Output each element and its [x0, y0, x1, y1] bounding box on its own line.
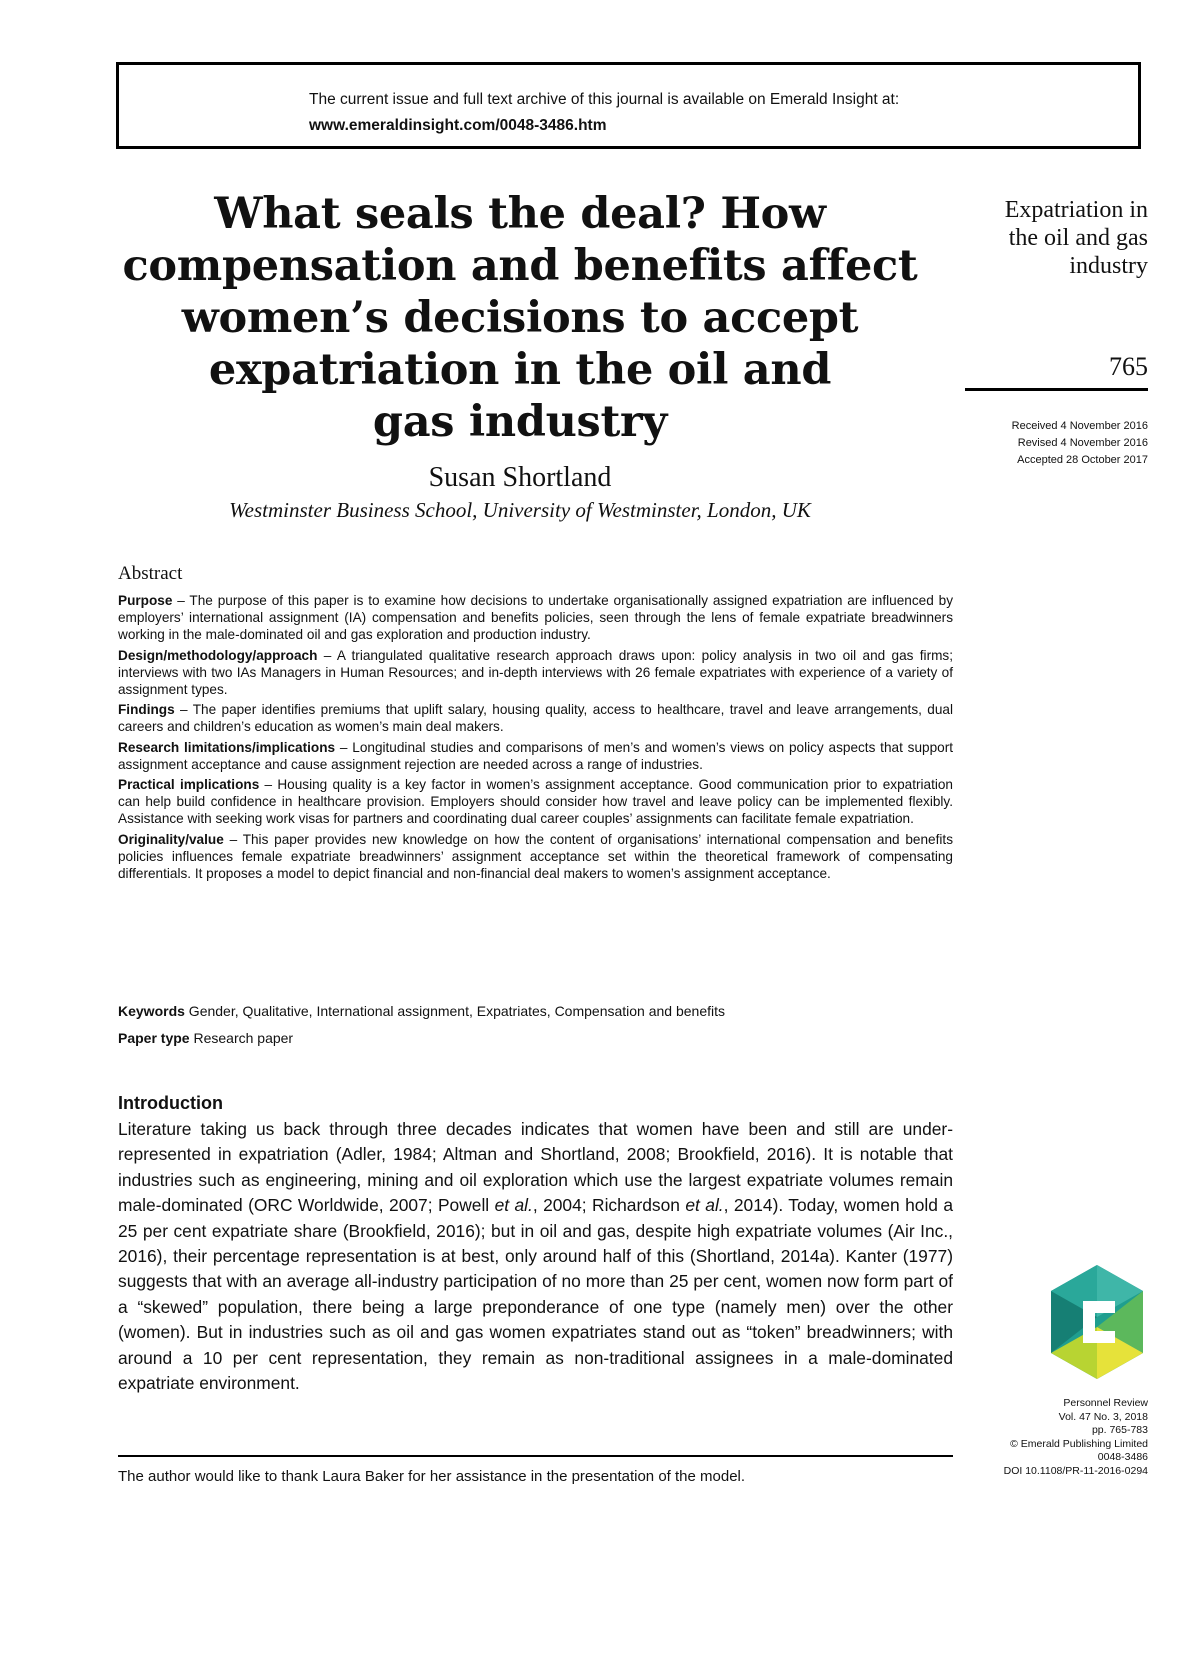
paper-type [118, 1030, 953, 1046]
intro-etal: et al. [494, 1195, 533, 1216]
section-text: – The paper identifies premiums that uplift salary, housing quality, access to healthcare, travel and leave arrangements, dual careers and children’s education as women’s main deal makers. [118, 702, 953, 735]
section-label: Findings [118, 702, 175, 718]
running-head-line: the oil and gas [1008, 225, 1148, 251]
section-label: Research limitations/implications [118, 739, 336, 755]
paper-type-text: Research paper [189, 1030, 294, 1046]
section-text: – A triangulated qualitative research approach draws upon: policy analysis in two oil and gas firms; interviews with two IAs Managers in Human Resources; and in-depth interviews with 26 female expatriates with experience of a variety of assignment types. [118, 647, 953, 698]
intro-etal: et al. [685, 1195, 724, 1216]
footnote-rule [118, 1455, 953, 1457]
abstract-practical [118, 776, 953, 828]
section-label: Design/methodology/approach [118, 647, 318, 663]
banner-line: The current issue and full text archive of this journal is available on Emerald Insight at: [309, 91, 900, 108]
journal-issn: 0048-3486 [1097, 1451, 1148, 1464]
journal-copyright: © Emerald Publishing Limited [1010, 1437, 1148, 1450]
title-line: compensation and benefits affect [122, 241, 918, 291]
title-line: What seals the deal? How [214, 189, 826, 239]
acknowledgement-footnote: The author would like to thank Laura Baker for her assistance in the presentation of the model. [118, 1468, 746, 1485]
introduction-paragraph [118, 1117, 953, 1396]
journal-url-link[interactable]: www.emeraldinsight.com/0048-3486.htm [309, 117, 607, 134]
journal-volume: Vol. 47 No. 3, 2018 [1058, 1410, 1148, 1423]
journal-citation-info [1004, 1397, 1148, 1479]
intro-text: , 2014). Today, women hold a 25 per cent expatriate share (Brookfield, 2016); but in oil and gas, despite high expatriate volumes (Air Inc., 2016), their percentage representation is at best, only around half of this (Shortland, 2014a). Kanter (1977) suggests that with an average all-industry participation of no more than 25 per cent, women now form part of a “skewed” population, there being a large preponderance of one type (namely men) over the other (women). But in industries such as oil and gas women expatriates stand out as “token” breadwinners; with around a 10 per cent representation, they remain as non-traditional assignees in a male-dominated expatriate environment. [118, 1195, 954, 1394]
section-text: – The purpose of this paper is to examine how decisions to undertake organisationally assigned expatriation are influenced by employers’ international assignment (IA) compensation and benefits policies, seen through the lens of female expatriate breadwinners working in the male-dominated oil and gas exploration and production industry. [118, 593, 953, 643]
submission-dates [1012, 418, 1148, 469]
keywords-text: Gender, Qualitative, International assignment, Expatriates, Compensation and benefits [184, 1003, 726, 1019]
journal-doi[interactable]: DOI 10.1108/PR-11-2016-0294 [1003, 1464, 1148, 1477]
paper-type-label: Paper type [118, 1030, 190, 1046]
keywords [118, 1003, 953, 1019]
abstract-limitations [118, 739, 953, 773]
abstract-design [118, 647, 953, 699]
emerald-logo-icon [1047, 1263, 1147, 1381]
running-head [928, 196, 1148, 280]
title-line: gas industry [372, 397, 668, 447]
journal-access-banner [116, 62, 1141, 149]
abstract-findings [118, 701, 953, 735]
section-label: Originality/value [118, 831, 224, 847]
keywords-label: Keywords [118, 1003, 185, 1019]
section-text: – Longitudinal studies and comparisons of men’s and women’s views on policy aspects that support assignment acceptance and cause assignment rejection are needed across a range of industries. [118, 739, 954, 772]
journal-pages: pp. 765-783 [1091, 1424, 1148, 1437]
article-title [120, 188, 920, 448]
revised-date: Revised 4 November 2016 [1017, 437, 1148, 449]
introduction-heading: Introduction [118, 1093, 223, 1113]
page-number: 765 [1109, 352, 1148, 381]
intro-text: Literature taking us back through three decades indicates that women have been and still are under-represented in expatriation (Adler, 1984; Altman and Shortland, 2008; Brookfield, 2016). It is notable that industries such as engineering, mining and oil exploration which use the largest expatriate volumes remain male-dominated (ORC Worldwide, 2007; Powell [118, 1119, 953, 1216]
section-text: – Housing quality is a key factor in women’s assignment acceptance. Good communication prior to expatriation can help build confidence in healthcare provision. Employers should consider how travel and leave policy can be implemented flexibly. Assistance with seeking work visas for partners and coordinating dual career couples’ assignments can facilitate female expatriation. [118, 777, 953, 827]
author-affiliation: Westminster Business School, University of Westminster, London, UK [229, 498, 811, 522]
running-head-line: industry [1069, 253, 1148, 279]
journal-name: Personnel Review [1063, 1397, 1148, 1409]
section-text: – This paper provides new knowledge on how the content of organisations’ international compensation and benefits policies influences female expatriate breadwinners’ assignment acceptance set within the theoretical framework of compensating differentials. It proposes a model to depict financial and non-financial deal makers to women’s assignment acceptance. [118, 831, 953, 882]
section-label: Practical implications [118, 777, 260, 793]
received-date: Received 4 November 2016 [1011, 420, 1148, 432]
section-label: Purpose [118, 593, 173, 608]
abstract-heading: Abstract [118, 563, 183, 584]
intro-text: , 2004; Richardson [532, 1195, 686, 1216]
abstract-body [118, 592, 953, 885]
accepted-date: Accepted 28 October 2017 [1017, 454, 1148, 466]
abstract-originality [118, 831, 953, 883]
running-head-line: Expatriation in [1004, 197, 1148, 223]
title-line: women’s decisions to accept [181, 293, 859, 343]
author-name: Susan Shortland [428, 462, 612, 493]
title-line: expatriation in the oil and [208, 345, 832, 395]
page-number-rule [965, 388, 1148, 391]
abstract-purpose [118, 592, 953, 644]
banner-text [309, 87, 899, 139]
